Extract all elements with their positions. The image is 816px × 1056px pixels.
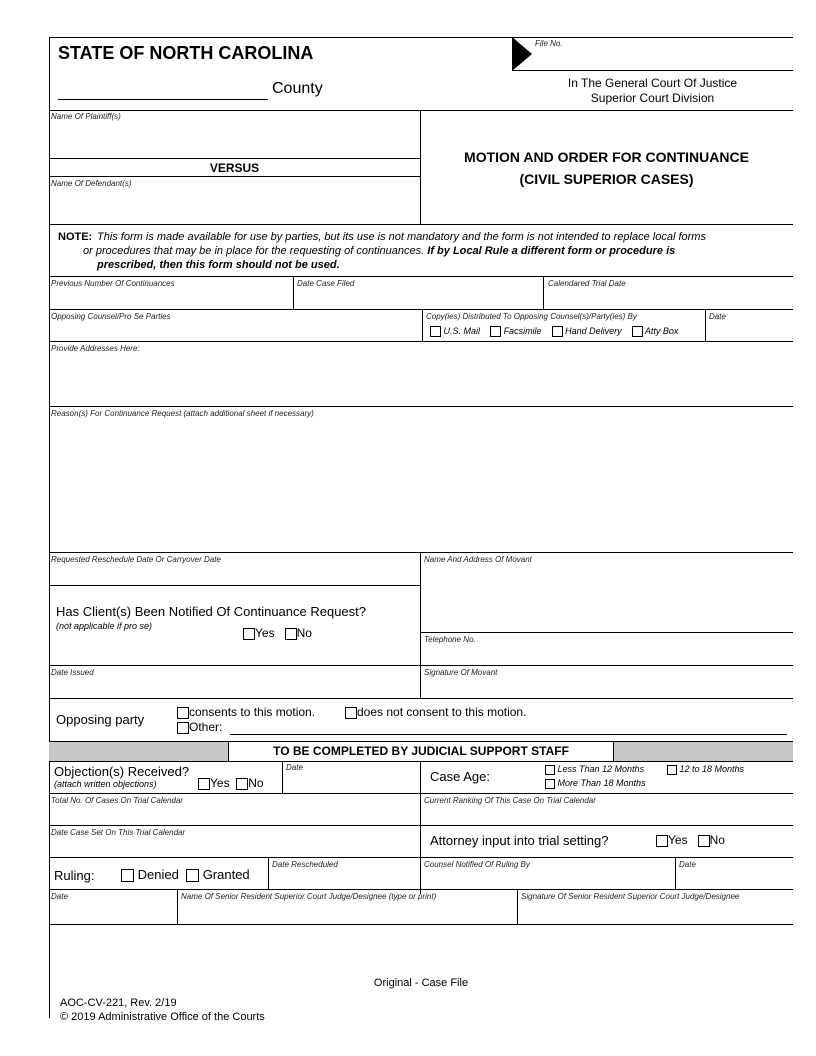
client-notified-no-checkbox[interactable] [285, 628, 297, 640]
more-than-18-label: More Than 18 Months [557, 778, 646, 788]
copyright: © 2019 Administrative Office of the Courts [60, 1011, 265, 1023]
court-line1: In The General Court Of Justice [567, 76, 738, 90]
rule [49, 793, 793, 794]
other-line[interactable] [230, 734, 787, 735]
note-text-2: or procedures that may be in place for the requesting of continuances. If by Local Rule a different form or procedure is [83, 245, 676, 257]
atty-box-checkbox[interactable] [632, 326, 643, 337]
telephone-label: Telephone No. [424, 635, 476, 644]
attorney-input-yes-checkbox[interactable] [656, 835, 668, 847]
divider [177, 889, 178, 924]
divider [282, 761, 283, 793]
requested-reschedule-label: Requested Reschedule Date Or Carryover Date [51, 555, 221, 564]
objections-received-label: Objection(s) Received? [54, 764, 190, 779]
consents-checkbox[interactable] [177, 707, 189, 719]
versus-label: VERSUS [209, 161, 260, 175]
total-cases-label: Total No. Of Cases On Trial Calendar [51, 796, 184, 805]
client-notified-yes-label: Yes [255, 626, 275, 640]
facsimile-checkbox[interactable] [490, 326, 501, 337]
objections-date-label: Date [286, 763, 303, 772]
ruling-label: Ruling: [54, 868, 95, 883]
client-notified-options [243, 626, 312, 640]
hand-delivery-label: Hand Delivery [565, 326, 622, 336]
more-than-18-checkbox[interactable] [545, 779, 555, 789]
case-age-label: Case Age: [430, 769, 490, 784]
us-mail-label: U.S. Mail [443, 326, 481, 336]
rule [49, 665, 793, 666]
does-not-consent-label: does not consent to this motion. [357, 705, 527, 719]
case-age-less-12 [545, 764, 644, 775]
counsel-notified-date-label: Date [679, 860, 696, 869]
defendant-label: Name Of Defendant(s) [51, 179, 132, 188]
judge-signature-label: Signature Of Senior Resident Superior Court Judge/Designee [521, 892, 740, 901]
parties-divider [420, 110, 421, 224]
client-notified-question: Has Client(s) Been Notified Of Continuance Request? [56, 604, 366, 619]
case-age-more-18 [545, 778, 646, 789]
date-case-filed-label: Date Case Filed [297, 279, 355, 288]
file-no-line[interactable] [512, 70, 793, 71]
rule [49, 889, 793, 890]
client-notified-no-label: No [296, 626, 312, 640]
rule [49, 857, 793, 858]
date-case-set-label: Date Case Set On This Trial Calendar [51, 828, 186, 837]
current-ranking-label: Current Ranking Of This Case On Trial Calendar [424, 796, 596, 805]
12-to-18-checkbox[interactable] [667, 765, 677, 775]
note-text-3: prescribed, then this form should not be used. [97, 259, 340, 271]
form-title-line2: (CIVIL SUPERIOR CASES) [519, 171, 694, 187]
note-label: NOTE: [58, 231, 93, 243]
other-option [177, 720, 222, 734]
staff-banner: TO BE COMPLETED BY JUDICIAL SUPPORT STAFF [228, 742, 614, 761]
attach-written-label: (attach written objections) [54, 779, 157, 789]
hand-delivery-checkbox[interactable] [552, 326, 563, 337]
prev-continuances-label: Previous Number Of Continuances [51, 279, 175, 288]
rule [49, 309, 793, 310]
consents-option [177, 705, 315, 719]
divider [420, 552, 421, 698]
divider [293, 276, 294, 309]
parties-top-line [49, 110, 793, 111]
facsimile-label: Facsimile [503, 326, 542, 336]
client-notified-yes-checkbox[interactable] [243, 628, 255, 640]
does-not-consent-checkbox[interactable] [345, 707, 357, 719]
denied-label: Denied [137, 867, 179, 882]
rule [49, 825, 793, 826]
us-mail-checkbox[interactable] [430, 326, 441, 337]
provide-addresses-label: Provide Addresses Here: [51, 344, 140, 353]
note-text-1: This form is made available for use by parties, but its use is not mandatory and the form is not intended to replace local forms [97, 231, 706, 243]
left-border [49, 37, 50, 1018]
rule [49, 341, 793, 342]
rule [49, 698, 793, 699]
form-title-line1: MOTION AND ORDER FOR CONTINUANCE [464, 149, 749, 165]
rule [49, 552, 793, 553]
divider [517, 889, 518, 924]
form-code: AOC-CV-221, Rev. 2/19 [60, 997, 177, 1009]
state-title: STATE OF NORTH CAROLINA [58, 43, 314, 63]
other-label: Other: [189, 720, 223, 734]
divider [268, 857, 269, 889]
rule [420, 632, 793, 633]
attorney-input-no-label: No [709, 833, 725, 847]
objections-no-checkbox[interactable] [236, 778, 248, 790]
copies-distributed-label: Copy(ies) Distributed To Opposing Counsel(s)/Party(ies) By [426, 312, 637, 321]
distribution-date-label: Date [709, 312, 726, 321]
counsel-notified-label: Counsel Notified Of Ruling By [424, 860, 530, 869]
plaintiff-label: Name Of Plaintiff(s) [51, 112, 121, 121]
parties-bottom-line [49, 224, 793, 225]
attorney-input-options [656, 833, 725, 847]
attorney-input-no-checkbox[interactable] [698, 835, 710, 847]
original-case-file: Original - Case File [373, 977, 469, 989]
opposing-counsel-label: Opposing Counsel/Pro Se Parties [51, 312, 171, 321]
divider [420, 761, 421, 894]
signature-movant-label: Signature Of Movant [424, 668, 498, 677]
ruling-date-label: Date [51, 892, 68, 901]
divider [543, 276, 544, 309]
calendared-trial-date-label: Calendared Trial Date [548, 279, 626, 288]
ruling-options [121, 867, 250, 882]
case-age-12-18 [667, 764, 744, 775]
movant-name-address-label: Name And Address Of Movant [424, 555, 532, 564]
rule [49, 924, 793, 925]
file-no-label: File No. [535, 39, 563, 48]
county-line[interactable] [58, 99, 268, 100]
date-rescheduled-label: Date Rescheduled [272, 860, 338, 869]
opposing-party-label: Opposing party [56, 712, 145, 727]
plaintiff-line[interactable] [49, 158, 420, 159]
divider [422, 309, 423, 341]
reasons-label: Reason(s) For Continuance Request (attach additional sheet if necessary) [51, 409, 314, 418]
client-notified-note: (not applicable if pro se) [56, 621, 153, 631]
granted-checkbox[interactable] [186, 869, 199, 882]
objections-options [198, 776, 264, 790]
objections-yes-checkbox[interactable] [198, 778, 210, 790]
rule [49, 585, 420, 586]
consents-label: consents to this motion. [189, 705, 316, 719]
divider [705, 309, 706, 341]
top-border [49, 37, 793, 38]
attorney-input-label: Attorney input into trial setting? [430, 833, 609, 848]
judge-name-label: Name Of Senior Resident Superior Court Judge/Designee (type or print) [181, 892, 437, 901]
court-line2: Superior Court Division [590, 91, 715, 105]
12-to-18-label: 12 to 18 Months [679, 764, 745, 774]
denied-checkbox[interactable] [121, 869, 134, 882]
less-than-12-checkbox[interactable] [545, 765, 555, 775]
less-than-12-label: Less Than 12 Months [557, 764, 645, 774]
does-not-consent-option [345, 705, 526, 719]
rule [49, 406, 793, 407]
granted-label: Granted [202, 867, 250, 882]
attorney-input-yes-label: Yes [668, 833, 688, 847]
divider [675, 857, 676, 889]
date-issued-label: Date Issued [51, 668, 94, 677]
case-info-top-line [49, 276, 793, 277]
objections-no-label: No [248, 776, 264, 790]
versus-line [49, 176, 420, 177]
county-label: County [272, 80, 323, 97]
distribution-methods [430, 326, 678, 337]
atty-box-label: Atty Box [644, 326, 679, 336]
other-checkbox[interactable] [177, 722, 189, 734]
objections-yes-label: Yes [210, 776, 230, 790]
file-no-arrow-icon [512, 37, 532, 71]
